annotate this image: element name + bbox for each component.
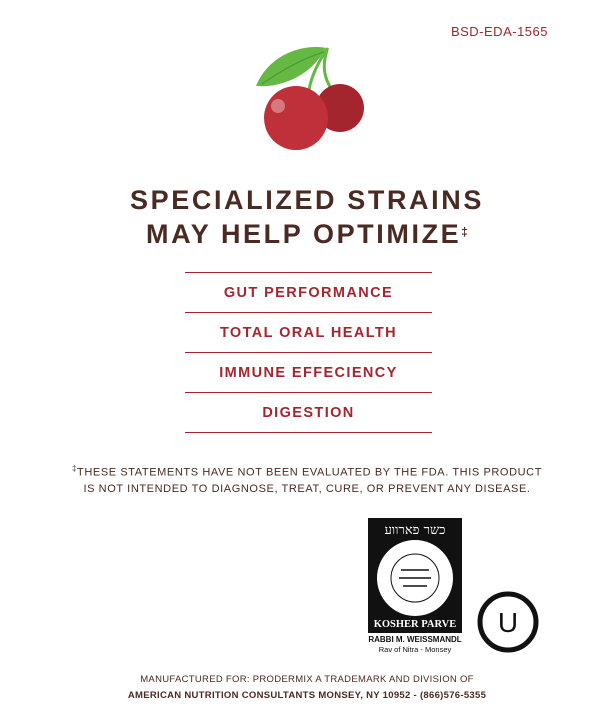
ou-letter: U: [497, 607, 519, 638]
kosher-seal-box: [368, 518, 462, 633]
product-code: BSD-EDA-1565: [450, 24, 548, 39]
benefit-item: TOTAL ORAL HEALTH: [185, 313, 432, 353]
benefit-item: GUT PERFORMANCE: [185, 273, 432, 313]
headline-line-2: [0, 217, 614, 251]
kosher-seal-icon: [368, 518, 462, 654]
ou-kosher-icon: [477, 591, 539, 653]
headline: [0, 183, 614, 251]
disclaimer-line-2: IS NOT INTENDED TO DIAGNOSE, TREAT, CURE, OR PREVENT ANY DISEASE.: [83, 482, 531, 495]
manufacturer-line-2: AMERICAN NUTRITION CONSULTANTS MONSEY, NY 10952 - (866)576-5355: [127, 690, 487, 701]
benefit-item: DIGESTION: [185, 393, 432, 433]
fda-disclaimer: [60, 461, 554, 497]
cherry-icon: [248, 44, 368, 154]
kosher-parve-label: KOSHER PARVE: [373, 619, 457, 630]
disclaimer-footnote-mark: ‡: [71, 464, 78, 473]
disclaimer-line-1-text: THESE STATEMENTS HAVE NOT BEEN EVALUATED BY THE FDA. THIS PRODUCT: [77, 466, 543, 479]
headline-line-2-text: MAY HELP OPTIMIZE: [146, 219, 462, 249]
manufacturer-line-1: MANUFACTURED FOR: PRODERMIX A TRADEMARK AND DIVISION OF: [140, 674, 474, 685]
manufacturer-info: [0, 672, 614, 704]
benefits-list: [185, 272, 432, 433]
headline-line-1: SPECIALIZED STRAINS: [130, 185, 484, 215]
headline-footnote-mark: ‡: [461, 225, 468, 239]
disclaimer-line-1: [60, 461, 554, 481]
kosher-rabbi-name: RABBI M. WEISSMANDL: [368, 635, 462, 644]
kosher-rabbi-title: Rav of Nitra - Monsey: [378, 645, 452, 654]
benefit-item: IMMUNE EFFECIENCY: [185, 353, 432, 393]
kosher-hebrew-label: כשר פארווע: [384, 523, 446, 538]
kosher-circle-seal: [377, 540, 453, 616]
